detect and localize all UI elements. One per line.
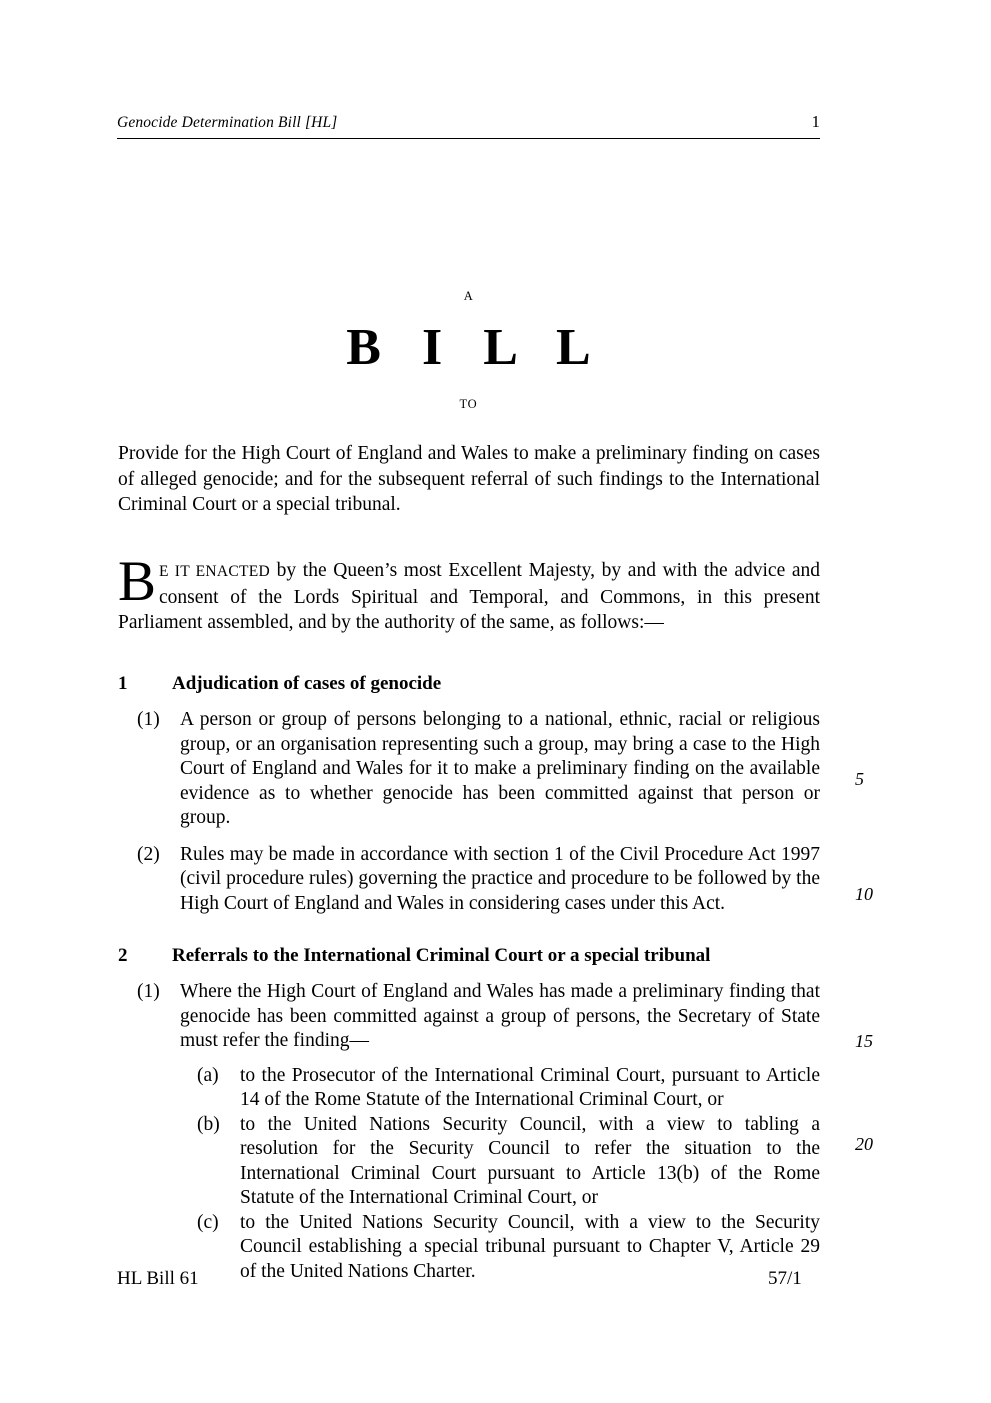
footer-print-code: 57/1 [768, 1268, 802, 1289]
subsection-1-1 [0, 708, 991, 831]
footer-bill-reference: HL Bill 61 [117, 1268, 199, 1289]
subsection-1-2 [0, 843, 991, 917]
section-heading-2 [0, 944, 991, 968]
subsection-marker: (2) [137, 843, 160, 865]
enacting-formula [118, 550, 821, 636]
subsection-text: A person or group of persons belonging to a national, ethnic, racial or religious group, or an organisation representing such a group, may bring a case to the High Court of England and Wales for it to make a preliminary finding on the available evidence as to whether genocide has been committed against that person or group. [180, 709, 820, 828]
header-bill-title: Genocide Determination Bill [HL] [117, 114, 338, 131]
section-number-2: 2 [118, 945, 128, 966]
enacting-smallcaps: E IT ENACTED [159, 563, 271, 580]
line-number: 15 [855, 1031, 873, 1051]
paragraph-marker: (c) [197, 1211, 219, 1233]
title-bill-word: B I L L [346, 318, 605, 376]
subsection-marker: (1) [137, 981, 160, 1002]
paragraph-text: to the United Nations Security Council, with a view to tabling a resolution for the Security Council to refer the situation to the International Criminal Court pursuant to Article 13(b) of the Rome Statute of the International Criminal Court, or [240, 1113, 820, 1208]
title-to-word: TO [459, 397, 478, 412]
section-title-2: Referrals to the International Criminal Court or a special tribunal [172, 945, 711, 966]
enacting-dropcap: B [118, 550, 157, 613]
paragraph-text: to the United Nations Security Council, with a view to the Security Council establishing a special tribunal pursuant to Chapter V, Article 29 of the United Nations Charter. [240, 1211, 820, 1282]
section-heading-1 [0, 672, 991, 696]
line-number: 10 [855, 884, 873, 904]
paragraph-text: to the Prosecutor of the International Criminal Court, pursuant to Article 14 of the Rome Statute of the International Criminal Court, or [240, 1064, 820, 1110]
subsection-marker: (1) [137, 709, 160, 730]
section-title-1: Adjudication of cases of genocide [172, 673, 442, 694]
subsection-text: Rules may be made in accordance with section 1 of the Civil Procedure Act 1997 (civil procedure rules) governing the practice and procedure to be followed by the High Court of England and Wales in considering cases under this Act. [180, 843, 820, 914]
bill-body [0, 672, 991, 1284]
paragraph-marker: (b) [197, 1113, 220, 1135]
paragraph-2-1-b [0, 1113, 991, 1211]
line-number: 20 [855, 1134, 873, 1154]
header-page-number: 1 [811, 112, 820, 131]
long-title-paragraph: Provide for the High Court of England and Wales to make a preliminary finding on cases of alleged genocide; and for the subsequent referral of such findings to the International Criminal Court or a special tribunal. [118, 443, 820, 515]
section-number-1: 1 [118, 673, 128, 694]
subsection-text: Where the High Court of England and Wales has made a preliminary finding that genocide has been committed against a group of persons, the Secretary of State must refer the finding— [180, 981, 820, 1051]
bill-title-block [117, 290, 820, 412]
paragraph-marker: (a) [197, 1064, 219, 1086]
enacting-rest-text: by the Queen’s most Excellent Majesty, by and with the advice and consent of the Lords Spiritual and Temporal, and Commons, in this present Parliament assembled, and by the authority of the same, as follows:— [118, 560, 821, 633]
paragraph-2-1-a [0, 1064, 991, 1113]
title-article-a: A [463, 289, 474, 303]
subsection-2-1 [0, 980, 991, 1054]
running-header [117, 112, 820, 139]
line-number: 5 [855, 769, 864, 789]
